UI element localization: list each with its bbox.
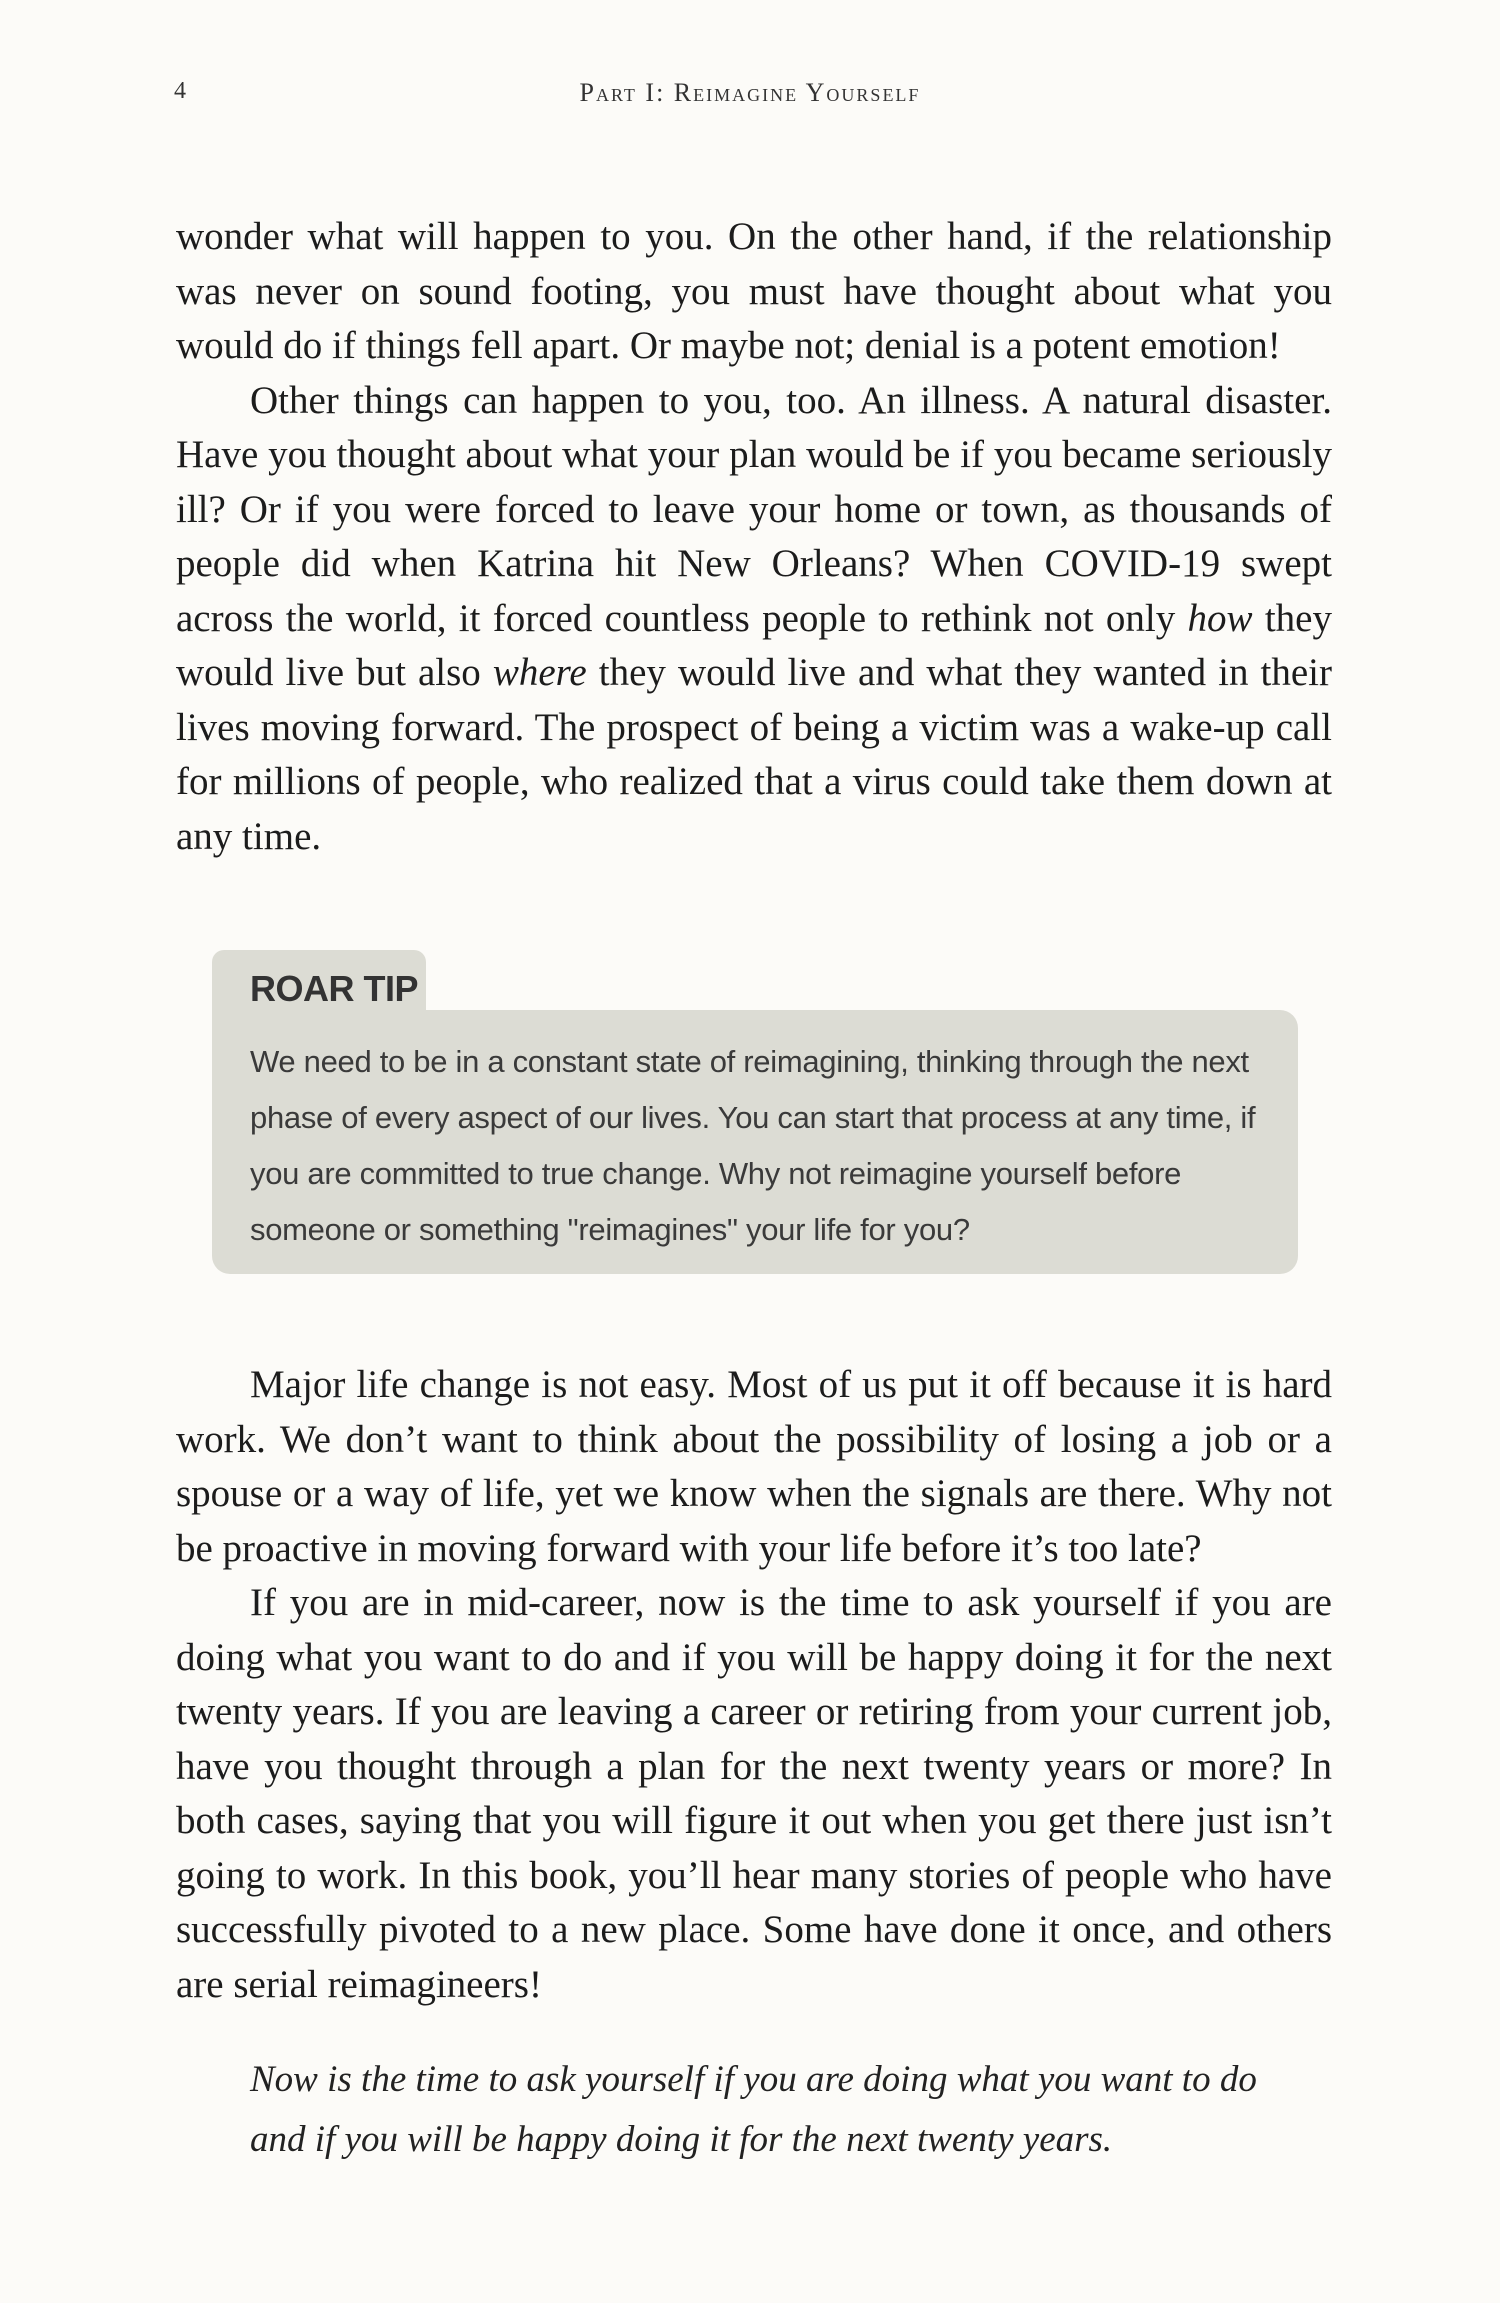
emphasis: where bbox=[492, 651, 587, 694]
body-text-top bbox=[176, 210, 1332, 864]
paragraph: Major life change is not easy. Most of us put it off because it is hard work. We don’t want to think about the possibility of losing a job or a spouse or a way of life, yet we know when the signals are there. Why not be proactive in moving forward with your life before it’s too late? bbox=[176, 1363, 1332, 1570]
paragraph: If you are in mid-career, now is the time to ask yourself if you are doing what you want to do and if you will be happy doing it for the next twenty years. If you are leaving a career or retiring from your current job, have you thought through a plan for the next twenty years or more? In both cases, saying that you will figure it out when you get there just isn’t going to work. In this book, you’ll hear many stories of people who have successfully pivoted to a new place. Some have done it once, and others are serial reimagineers! bbox=[176, 1581, 1332, 2006]
roar-tip-title: ROAR TIP bbox=[250, 968, 419, 1009]
running-head bbox=[0, 74, 1500, 114]
pull-quote: Now is the time to ask yourself if you are doing what you want to do and if you will be happy doing it for the next twenty years. bbox=[250, 2059, 1257, 2160]
chapter-header: Part I: Reimagine Yourself bbox=[579, 78, 921, 107]
page-number: 4 bbox=[174, 78, 186, 104]
paragraph: wonder what will happen to you. On the other hand, if the relationship was never on sound footing, you must have thought about what you would do if things fell apart. Or maybe not; denial is a potent emotion! bbox=[176, 215, 1332, 367]
paragraph bbox=[176, 374, 1332, 865]
emphasis: how bbox=[1187, 596, 1253, 640]
text-run: Other things can happen to you, too. An illness. A natural disaster. Have you thought about what your plan would be if you became seriously ill? Or if you were forced to leave your home or town, as thousands of people did when Katrina hit New Orleans? When COVID-19 swept across the world, it forced countless people to rethink not only bbox=[176, 378, 1332, 640]
text-run: they would live and what they wanted in their lives moving forward. The prospect of being a victim was a wake-up call for millions of people, who realized that a virus could take them down at any time. bbox=[176, 651, 1332, 858]
body-text-bottom bbox=[176, 1358, 1332, 2012]
roar-tip-text: We need to be in a constant state of reimagining, thinking through the next phase of every aspect of our lives. You can start that process at any time, if you are committed to true change. Why not reimagine yourself before someone or something "reimagines" your life for you? bbox=[250, 1044, 1256, 1247]
text-run: they would live but also bbox=[176, 596, 1332, 694]
